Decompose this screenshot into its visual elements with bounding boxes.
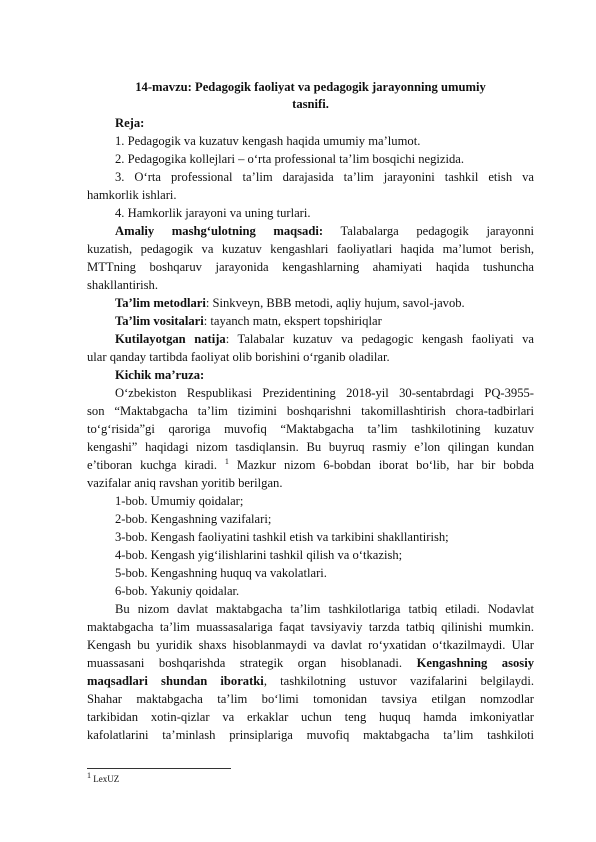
metodlar-line bbox=[115, 294, 534, 312]
vositalar-label: Ta’lim vositalari bbox=[115, 314, 204, 328]
reja-heading: Reja: bbox=[115, 116, 145, 130]
nizom-line-2: maktabgacha ta’lim muassasalariga faqat tavsiyaviy tarzda tatbiq qilinishi mumkin. bbox=[87, 620, 534, 634]
maqsad-label: Amaliy mashg‘ulotning maqsadi: bbox=[115, 224, 324, 238]
reja-item-1: 1. Pedagogik va kuzatuv kengash haqida umumiy ma’lumot. bbox=[115, 134, 421, 148]
vositalar-line bbox=[115, 312, 534, 330]
footnote bbox=[87, 773, 119, 785]
natija-line-1 bbox=[115, 330, 534, 348]
metodlar-text: : Sinkveyn, BBB metodi, aqliy hujum, savol-javob. bbox=[205, 296, 465, 310]
maqsad-line-1 bbox=[115, 222, 534, 240]
reja-item-3-cont: hamkorlik ishlari. bbox=[87, 188, 177, 202]
bob-item-1: 1-bob. Umumiy qoidalar; bbox=[115, 494, 244, 508]
natija-line-2: ular qanday tartibda faoliyat olib borishini o‘rganib oladilar. bbox=[87, 350, 390, 364]
nizom-bold-5a: maqsadlari shundan iboratki bbox=[87, 674, 264, 688]
nizom-line-5 bbox=[87, 672, 534, 690]
vositalar-text: : tayanch matn, ekspert topshiriqlar bbox=[203, 314, 382, 328]
maruza-line-6: vazifalar aniq ravshan yoritib berilgan. bbox=[87, 476, 283, 490]
footnote-number: 1 bbox=[87, 771, 91, 780]
maruza-line-1: O‘zbekiston Respublikasi Prezidentining 2018-yil 30-sentabrdagi PQ-3955- bbox=[115, 386, 534, 400]
reja-item-4: 4. Hamkorlik jarayoni va uning turlari. bbox=[115, 206, 311, 220]
maruza-heading: Kichik ma’ruza: bbox=[115, 368, 205, 382]
maruza-line-2: son “Maktabgacha ta’lim tizimini boshqarishni takomillashtirish chora-tadbirlari bbox=[87, 404, 534, 418]
maqsad-text: Talabalarga pedagogik jarayonni bbox=[340, 224, 535, 238]
maruza-line-3: to‘g‘risida”gi qaroriga muvofiq “Maktabgacha ta’lim tashkilotining kuzatuv bbox=[87, 422, 534, 436]
bob-item-4: 4-bob. Kengash yig‘ilishlarini tashkil qilish va o‘tkazish; bbox=[115, 548, 403, 562]
nizom-text-5b: , tashkilotning ustuvor vazifalarini belgilaydi. bbox=[263, 674, 535, 688]
footnote-divider bbox=[87, 768, 231, 769]
nizom-line-1: Bu nizom davlat maktabgacha ta’lim tashkilotlariga tatbiq etiladi. Nodavlat bbox=[115, 602, 534, 616]
reja-item-2: 2. Pedagogika kollejlari – o‘rta professional ta’lim bosqichi negizida. bbox=[115, 152, 465, 166]
maqsad-line-4: shakllantirish. bbox=[87, 278, 159, 292]
nizom-line-7: tarkibidan xotin-qizlar va erkaklar uchun teng huquq hamda imkoniyatlar bbox=[87, 710, 534, 724]
maruza-text-5a: e’tiboran kuchga kiradi. bbox=[87, 458, 217, 472]
nizom-line-3: Kengash bu yuridik shaxs hisoblanmaydi va davlat ro‘yxatidan o‘tkazilmaydi. Ular bbox=[87, 638, 534, 652]
page-title-cont: tasnifi. bbox=[292, 97, 329, 111]
maruza-line-4: kengashi” haqidagi nizom tasdiqlansin. Bu buyruq rasmiy e’lon qilingan kundan bbox=[87, 440, 534, 454]
footnote-text: LexUZ bbox=[93, 774, 120, 784]
bob-item-6: 6-bob. Yakuniy qoidalar. bbox=[115, 584, 240, 598]
footnote-ref: 1 bbox=[224, 456, 229, 466]
reja-item-3: 3. O‘rta professional ta’lim darajasida ta’lim jarayonini tashkil etish va bbox=[115, 170, 534, 184]
natija-text: : Talabalar kuzatuv va pedagogic kengash faoliyati va bbox=[225, 332, 535, 346]
nizom-bold-4b: Kengashning asosiy bbox=[416, 656, 534, 670]
natija-label: Kutilayotgan natija bbox=[115, 332, 226, 346]
page-title: 14-mavzu: Pedagogik faoliyat va pedagogik jarayonning umumiy bbox=[135, 80, 486, 94]
nizom-text-4a: muassasani boshqarishda strategik organ hisoblanadi. bbox=[87, 656, 403, 670]
maqsad-line-2: kuzatish, pedagogik va kuzatuv kengashlari faoliyatlari haqida ma’lumot berish, bbox=[87, 242, 534, 256]
bob-item-2: 2-bob. Kengashning vazifalari; bbox=[115, 512, 272, 526]
bob-item-3: 3-bob. Kengash faoliyatini tashkil etish va tarkibini shakllantirish; bbox=[115, 530, 449, 544]
bob-item-5: 5-bob. Kengashning huquq va vakolatlari. bbox=[115, 566, 327, 580]
nizom-line-6: Shahar maktabgacha ta’lim bo‘limi tomonidan tavsiya etilgan nomzodlar bbox=[87, 692, 534, 706]
nizom-line-4 bbox=[87, 654, 534, 672]
metodlar-label: Ta’lim metodlari bbox=[115, 296, 206, 310]
maruza-text-5b: Mazkur nizom 6-bobdan iborat bo‘lib, har bir bobda bbox=[236, 458, 535, 472]
maruza-line-5 bbox=[87, 456, 534, 474]
maqsad-line-3: MTTning boshqaruv jarayonida kengashlarning ahamiyati haqida tushuncha bbox=[87, 260, 534, 274]
nizom-line-8: kafolatlarini ta’minlash prinsiplariga muvofiq maktabgacha ta’lim tashkiloti bbox=[87, 728, 534, 742]
